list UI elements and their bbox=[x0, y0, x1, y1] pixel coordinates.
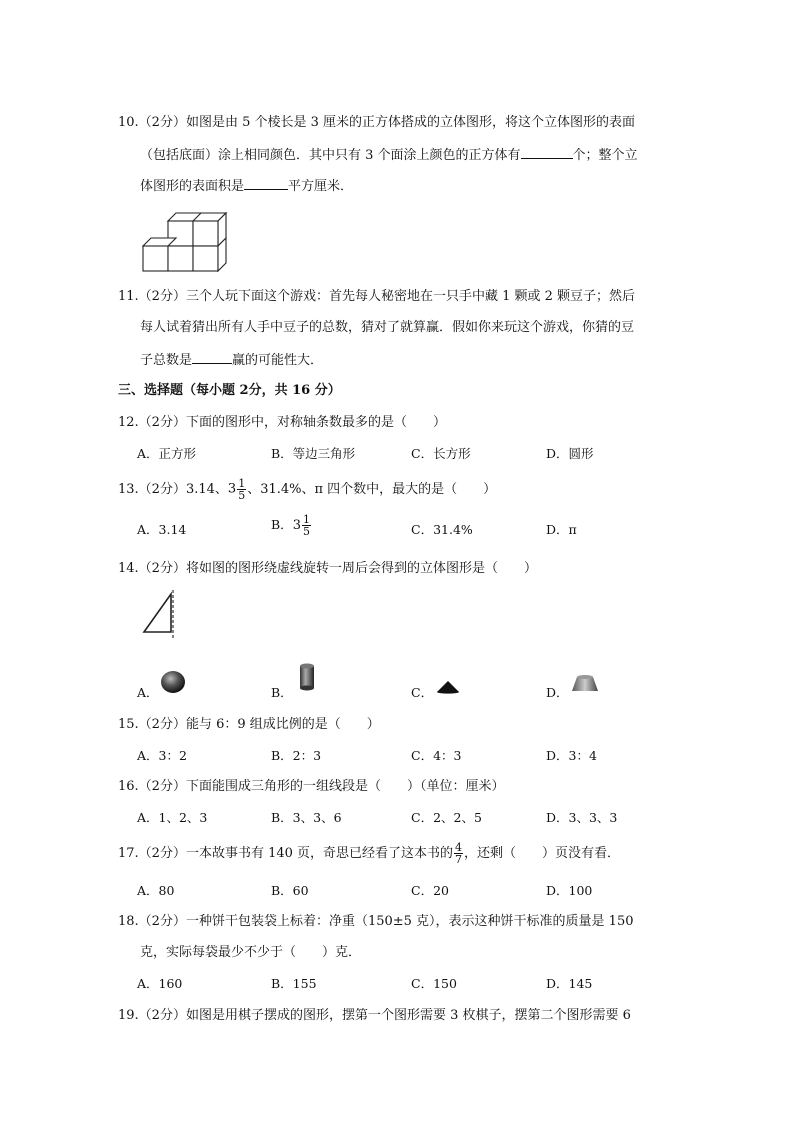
q13-option-b-whole: 3 bbox=[292, 518, 301, 533]
q12-option-c[interactable]: C．长方形 bbox=[411, 446, 471, 461]
q10-blank-1[interactable] bbox=[521, 144, 573, 159]
frustum-icon bbox=[570, 674, 600, 694]
q11-line3-text: 子总数是 bbox=[140, 353, 193, 368]
q13-fraction bbox=[237, 478, 246, 501]
q13-option-a[interactable]: A．3.14 bbox=[137, 522, 187, 537]
section-title: 三、选择题（每小题 2分，共 16 分） bbox=[118, 383, 341, 398]
q13-option-b-num: 1 bbox=[302, 513, 310, 526]
q11-line1: 11.（2分）三个人玩下面这个游戏：首先每人秘密地在一只手中藏 1 颗或 2 颗豆子；然后 bbox=[118, 289, 636, 304]
q17-stem-text: 17.（2分）一本故事书有 140 页，奇思已经看了这本书的 bbox=[118, 846, 454, 861]
q14-option-c[interactable] bbox=[411, 683, 433, 701]
q12-option-d[interactable]: D．圆形 bbox=[546, 446, 594, 461]
q10-line1: 10.（2分）如图是由 5 个棱长是 3 厘米的正方体搭成的立体图形，将这个立体图形的表面 bbox=[118, 115, 636, 130]
q14-options bbox=[137, 683, 697, 703]
q18-option-b[interactable]: B．155 bbox=[271, 976, 317, 991]
q15-option-c[interactable]: C．4：3 bbox=[411, 748, 462, 763]
q15-option-d[interactable]: D．3：4 bbox=[546, 748, 597, 763]
q16-option-d[interactable]: D．3、3、3 bbox=[546, 810, 618, 825]
q11-line3-tail: 赢的可能性大． bbox=[232, 353, 324, 368]
q14-option-a[interactable] bbox=[137, 683, 159, 701]
q13-frac-den: 5 bbox=[238, 489, 246, 502]
q10-blank-2[interactable] bbox=[244, 175, 288, 190]
sphere-icon bbox=[160, 670, 186, 694]
q12-options bbox=[137, 444, 697, 464]
q13-option-d[interactable]: D．π bbox=[546, 522, 577, 537]
q14-option-c-label: C． bbox=[411, 685, 434, 700]
q18-line2: 克，实际每袋最少不少于（ ）克． bbox=[140, 945, 362, 960]
q10-line3-tail: 平方厘米． bbox=[288, 179, 354, 194]
cone-icon bbox=[436, 680, 460, 694]
q15-option-b[interactable]: B．2：3 bbox=[271, 748, 322, 763]
q17-frac-den: 7 bbox=[455, 853, 463, 866]
q18-option-a[interactable]: A．160 bbox=[137, 976, 183, 991]
q17-frac-num: 4 bbox=[455, 841, 463, 854]
q13-mixed-whole: 3 bbox=[227, 481, 237, 497]
q13-option-b-den: 5 bbox=[302, 525, 310, 538]
cube-figure bbox=[142, 210, 228, 272]
q19-line1: 19.（2分）如图是用棋子摆成的图形，摆第一个图形需要 3 枚棋子，摆第二个图形需要 6 bbox=[118, 1008, 631, 1023]
q17-fraction bbox=[454, 842, 463, 865]
q18-option-d[interactable]: D．145 bbox=[546, 976, 593, 991]
q15-options bbox=[137, 746, 697, 766]
q13-stem-text: 13.（2分）3.14、 bbox=[118, 482, 228, 497]
q13-options bbox=[137, 513, 697, 540]
q12-option-a[interactable]: A．正方形 bbox=[137, 446, 197, 461]
q14-stem: 14.（2分）将如图的图形绕虚线旋转一周后会得到的立体图形是（ ） bbox=[118, 561, 537, 576]
q16-option-b[interactable]: B．3、3、6 bbox=[271, 810, 342, 825]
q13-option-b-fraction bbox=[302, 514, 311, 537]
q17-options bbox=[137, 881, 697, 901]
q13-option-b-label: B． bbox=[271, 517, 293, 532]
q17-stem bbox=[118, 842, 620, 865]
triangle-rotation-figure bbox=[140, 589, 180, 641]
q10-line3-text: 体图形的表面积是 bbox=[140, 179, 245, 194]
q16-stem: 16.（2分）下面能围成三角形的一组线段是（ ）（单位：厘米） bbox=[118, 779, 505, 794]
q13-option-b[interactable] bbox=[271, 514, 312, 537]
q11-line2: 每人试着猜出所有人手中豆子的总数，猜对了就算赢．假如你来玩这个游戏，你猜的豆 bbox=[140, 320, 635, 335]
q17-option-b[interactable]: B．60 bbox=[271, 883, 309, 898]
q12-stem: 12.（2分）下面的图形中，对称轴条数最多的是（ ） bbox=[118, 415, 446, 430]
q13-stem bbox=[118, 478, 496, 501]
q14-option-b[interactable] bbox=[271, 683, 293, 701]
q11-line3 bbox=[140, 349, 323, 371]
q17-option-a[interactable]: A．80 bbox=[137, 883, 175, 898]
q16-option-a[interactable]: A．1、2、3 bbox=[137, 810, 208, 825]
q11-blank[interactable] bbox=[192, 349, 232, 364]
q16-options bbox=[137, 808, 697, 828]
q13-option-c[interactable]: C．31.4% bbox=[411, 522, 473, 537]
q16-option-c[interactable]: C．2、2、5 bbox=[411, 810, 482, 825]
q12-option-b[interactable]: B．等边三角形 bbox=[271, 446, 356, 461]
q18-option-c[interactable]: C．150 bbox=[411, 976, 457, 991]
q17-option-c[interactable]: C．20 bbox=[411, 883, 449, 898]
q15-option-a[interactable]: A．3：2 bbox=[137, 748, 187, 763]
q10-line2-text: （包括底面）涂上相同颜色．其中只有 3 个面涂上颜色的正方体有 bbox=[140, 148, 521, 163]
q14-option-a-label: A． bbox=[137, 685, 159, 700]
q10-line2 bbox=[140, 144, 638, 166]
q10-line3 bbox=[140, 175, 353, 197]
q14-option-d-label: D． bbox=[546, 685, 569, 700]
q18-line1: 18.（2分）一种饼干包装袋上标着：净重（150±5 克），表示这种饼干标准的质量是 150 bbox=[118, 914, 634, 929]
q13-stem-tail: 、31.4%、π 四个数中，最大的是（ ） bbox=[247, 482, 497, 497]
q13-frac-num: 1 bbox=[238, 477, 246, 490]
q14-option-d[interactable] bbox=[546, 683, 569, 701]
q14-option-b-label: B． bbox=[271, 685, 293, 700]
q17-option-d[interactable]: D．100 bbox=[546, 883, 593, 898]
q18-options bbox=[137, 974, 697, 994]
q17-stem-tail: ，还剩（ ）页没有看． bbox=[464, 846, 621, 861]
q10-line2-tail: 个；整个立 bbox=[572, 148, 638, 163]
cylinder-icon bbox=[297, 662, 317, 692]
q15-stem: 15.（2分）能与 6：9 组成比例的是（ ） bbox=[118, 717, 380, 732]
